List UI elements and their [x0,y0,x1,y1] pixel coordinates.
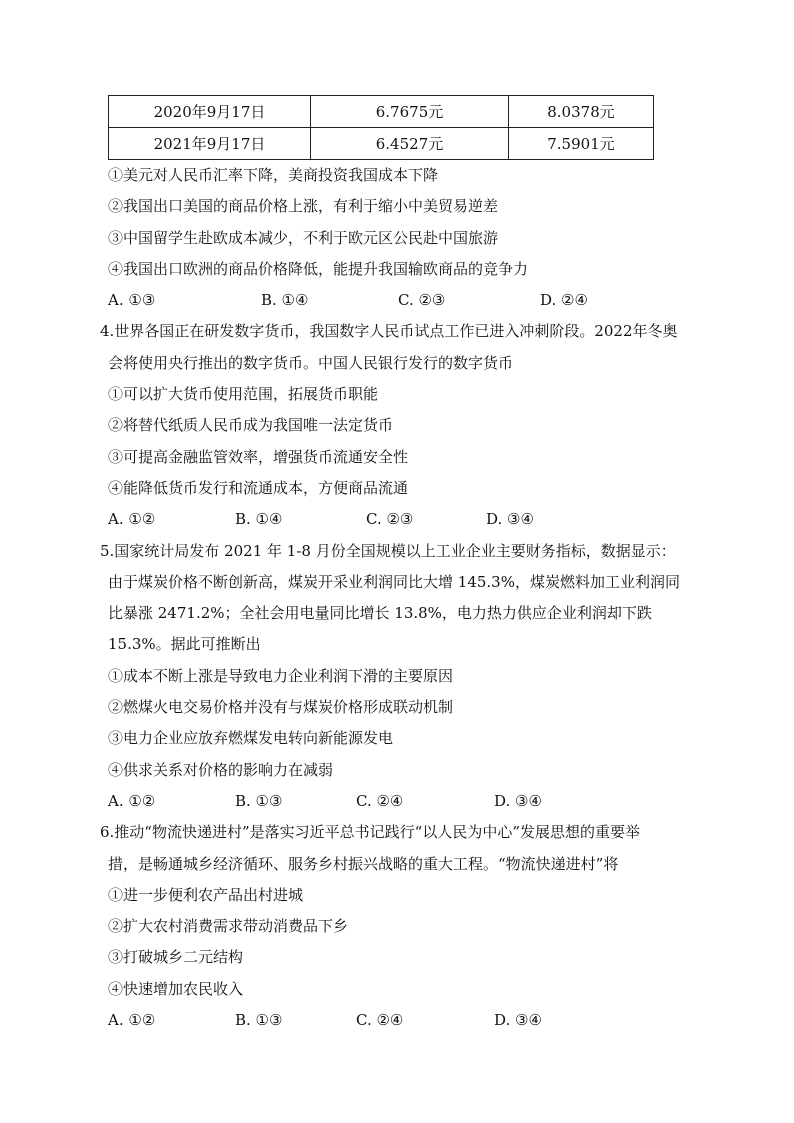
question-stem: 15.3%。据此可推断出 [108,635,261,654]
question-6 [100,817,700,1036]
statement-item: ③电力企业应放弃燃煤发电转向新能源发电 [108,729,394,748]
option-b[interactable]: B. ①③ [235,791,283,810]
statement-item: ④能降低货币发行和流通成本，方便商品流通 [108,478,409,497]
option-b[interactable]: B. ①④ [235,510,283,529]
answer-options [108,786,700,817]
question-stem: 5.国家统计局发布 2021 年 1-8 月份全国规模以上工业企业主要财务指标，数据显示： [100,541,676,560]
option-d[interactable]: D. ③④ [494,791,542,810]
option-c[interactable]: C. ②④ [356,1011,404,1030]
question-stem: 6.推动“物流快递进村”是落实习近平总书记践行“以人民为中心”发展思想的重要举 [100,823,640,842]
statement-item: ①进一步便利农产品出村进城 [108,885,304,904]
option-a[interactable]: A. ①② [108,510,156,529]
option-b[interactable]: B. ①③ [235,1011,283,1030]
question-4 [100,316,700,535]
table-cell: 2021年9月17日 [109,128,311,160]
statement-item: ①可以扩大货币使用范围，拓展货币职能 [108,385,379,404]
option-d[interactable]: D. ③④ [494,1011,542,1030]
statement-item: ④快速增加农民收入 [108,979,244,998]
statement-item: ④供求关系对价格的影响力在减弱 [108,760,334,779]
question-stem: 会将使用央行推出的数字货币。中国人民银行发行的数字货币 [108,353,514,372]
option-d[interactable]: D. ②④ [540,291,588,310]
question-stem: 4.世界各国正在研发数字货币，我国数字人民币试点工作已进入冲刺阶段。2022年冬奥 [100,322,678,341]
table-cell: 7.5901元 [509,128,654,160]
exchange-rate-table [108,95,654,160]
option-a[interactable]: A. ①② [108,1011,156,1030]
option-d[interactable]: D. ③④ [486,510,534,529]
statement-item: ①美元对人民币汇率下降，美商投资我国成本下降 [108,166,439,184]
question-3 [108,160,700,316]
table-row [109,128,654,160]
statement-item: ④我国出口欧洲的商品价格降低，能提升我国输欧商品的竞争力 [108,259,529,278]
question-stem: 比暴涨 2471.2%；全社会用电量同比增长 13.8%，电力热力供应企业利润却下跌 [108,604,652,623]
option-c[interactable]: C. ②④ [356,791,404,810]
answer-options [108,1005,700,1036]
answer-options [108,285,700,316]
option-a[interactable]: A. ①② [108,791,156,810]
option-c[interactable]: C. ②③ [398,291,446,310]
statement-item: ③中国留学生赴欧成本减少，不利于欧元区公民赴中国旅游 [108,228,499,247]
statement-item: ②扩大农村消费需求带动消费品下乡 [108,917,349,936]
table-cell: 6.7675元 [311,96,509,128]
statement-item: ③可提高金融监管效率，增强货币流通安全性 [108,447,409,466]
option-b[interactable]: B. ①④ [261,291,309,310]
table-cell: 6.4527元 [311,128,509,160]
option-c[interactable]: C. ②③ [366,510,414,529]
question-5 [100,536,700,818]
statement-item: ①成本不断上涨是导致电力企业利润下滑的主要原因 [108,666,454,685]
question-stem: 由于煤炭价格不断创新高，煤炭开采业利润同比大增 145.3%，煤炭燃料加工业利润同 [108,572,680,591]
statement-item: ②将替代纸质人民币成为我国唯一法定货币 [108,416,394,435]
option-a[interactable]: A. ①③ [108,291,156,310]
questions [100,160,700,1036]
statement-item: ③打破城乡二元结构 [108,948,244,967]
statement-item: ②我国出口美国的商品价格上涨，有利于缩小中美贸易逆差 [108,197,499,216]
table-cell: 2020年9月17日 [109,96,311,128]
table-cell: 8.0378元 [509,96,654,128]
table-row [109,96,654,128]
answer-options [108,504,700,535]
statement-item: ②燃煤火电交易价格并没有与煤炭价格形成联动机制 [108,698,454,717]
question-stem: 措，是畅通城乡经济循环、服务乡村振兴战略的重大工程。“物流快递进村”将 [108,854,619,873]
